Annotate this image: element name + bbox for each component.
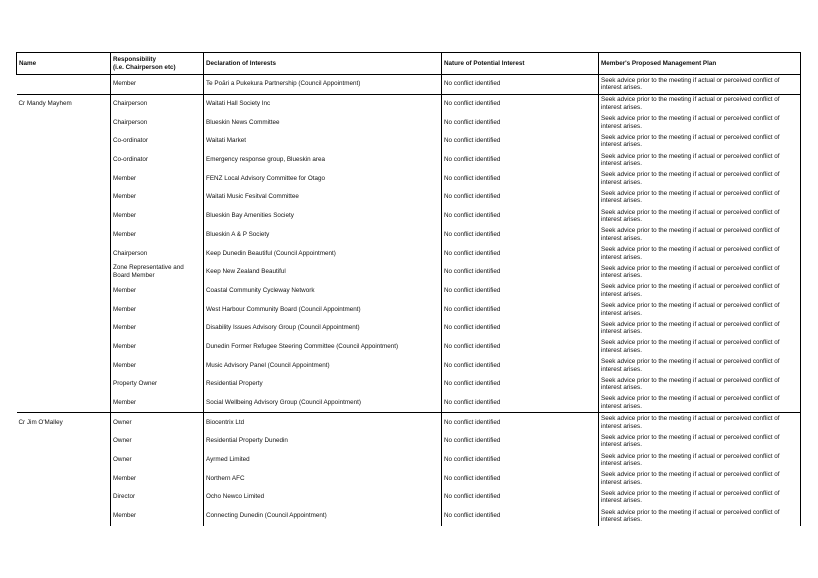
table-row [17, 188, 801, 207]
cell-nature: No conflict identified [442, 169, 599, 188]
cell-responsibility: Member [111, 226, 204, 245]
cell-name [17, 507, 111, 526]
cell-declaration: Dunedin Former Refugee Steering Committee (Council Appointment) [204, 338, 442, 357]
cell-plan: Seek advice prior to the meeting if actual or perceived conflict of interest arises. [599, 75, 801, 95]
cell-nature: No conflict identified [442, 132, 599, 151]
cell-name: Cr Mandy Mayhem [17, 94, 111, 113]
cell-nature: No conflict identified [442, 394, 599, 413]
cell-declaration: West Harbour Community Board (Council Appointment) [204, 300, 442, 319]
table-row [17, 469, 801, 488]
cell-responsibility: Member [111, 394, 204, 413]
table-row [17, 207, 801, 226]
cell-responsibility: Co-ordinator [111, 151, 204, 170]
cell-responsibility: Member [111, 507, 204, 526]
cell-name [17, 488, 111, 507]
cell-plan: Seek advice prior to the meeting if actual or perceived conflict of interest arises. [599, 338, 801, 357]
table-row [17, 75, 801, 95]
cell-responsibility: Co-ordinator [111, 132, 204, 151]
cell-name [17, 432, 111, 451]
cell-plan: Seek advice prior to the meeting if actual or perceived conflict of interest arises. [599, 488, 801, 507]
table-row [17, 375, 801, 394]
cell-plan: Seek advice prior to the meeting if actual or perceived conflict of interest arises. [599, 244, 801, 263]
cell-plan: Seek advice prior to the meeting if actual or perceived conflict of interest arises. [599, 132, 801, 151]
table-row [17, 338, 801, 357]
table-row [17, 169, 801, 188]
header-name: Name [17, 53, 111, 75]
cell-plan: Seek advice prior to the meeting if actual or perceived conflict of interest arises. [599, 151, 801, 170]
cell-responsibility: Member [111, 338, 204, 357]
table-row [17, 113, 801, 132]
cell-name [17, 169, 111, 188]
cell-responsibility: Member [111, 169, 204, 188]
cell-nature: No conflict identified [442, 488, 599, 507]
register-of-interests-table [16, 52, 801, 526]
cell-responsibility: Member [111, 356, 204, 375]
header-declaration: Declaration of Interests [204, 53, 442, 75]
cell-nature: No conflict identified [442, 207, 599, 226]
cell-responsibility: Member [111, 282, 204, 301]
cell-name [17, 356, 111, 375]
cell-nature: No conflict identified [442, 75, 599, 95]
cell-nature: No conflict identified [442, 94, 599, 113]
cell-responsibility: Member [111, 75, 204, 95]
cell-declaration: Blueskin A & P Society [204, 226, 442, 245]
table-row [17, 507, 801, 526]
cell-plan: Seek advice prior to the meeting if actual or perceived conflict of interest arises. [599, 507, 801, 526]
cell-declaration: Waitati Hall Society Inc [204, 94, 442, 113]
cell-plan: Seek advice prior to the meeting if actual or perceived conflict of interest arises. [599, 188, 801, 207]
cell-declaration: FENZ Local Advisory Committee for Otago [204, 169, 442, 188]
table-row [17, 151, 801, 170]
cell-nature: No conflict identified [442, 413, 599, 432]
table-row [17, 244, 801, 263]
cell-responsibility: Owner [111, 413, 204, 432]
header-plan: Member's Proposed Management Plan [599, 53, 801, 75]
cell-plan: Seek advice prior to the meeting if actual or perceived conflict of interest arises. [599, 263, 801, 282]
cell-responsibility: Member [111, 300, 204, 319]
cell-name [17, 319, 111, 338]
cell-name [17, 75, 111, 95]
cell-nature: No conflict identified [442, 151, 599, 170]
table-row [17, 226, 801, 245]
cell-declaration: Blueskin News Committee [204, 113, 442, 132]
cell-name [17, 151, 111, 170]
cell-responsibility: Owner [111, 451, 204, 470]
cell-name [17, 188, 111, 207]
cell-plan: Seek advice prior to the meeting if actual or perceived conflict of interest arises. [599, 94, 801, 113]
cell-responsibility: Zone Representative and Board Member [111, 263, 204, 282]
cell-plan: Seek advice prior to the meeting if actual or perceived conflict of interest arises. [599, 113, 801, 132]
cell-nature: No conflict identified [442, 319, 599, 338]
cell-declaration: Waitati Music Fesitval Committee [204, 188, 442, 207]
cell-declaration: Ayrmed Limited [204, 451, 442, 470]
cell-name [17, 338, 111, 357]
cell-plan: Seek advice prior to the meeting if actual or perceived conflict of interest arises. [599, 169, 801, 188]
table-row [17, 300, 801, 319]
cell-declaration: Residential Property Dunedin [204, 432, 442, 451]
cell-responsibility: Chairperson [111, 244, 204, 263]
cell-plan: Seek advice prior to the meeting if actual or perceived conflict of interest arises. [599, 469, 801, 488]
cell-declaration: Disability Issues Advisory Group (Council Appointment) [204, 319, 442, 338]
cell-declaration: Music Advisory Panel (Council Appointment) [204, 356, 442, 375]
table-row [17, 282, 801, 301]
table-header-row [17, 53, 801, 75]
cell-plan: Seek advice prior to the meeting if actual or perceived conflict of interest arises. [599, 207, 801, 226]
table-row [17, 432, 801, 451]
cell-responsibility: Member [111, 469, 204, 488]
cell-declaration: Te Poāri a Pukekura Partnership (Council Appointment) [204, 75, 442, 95]
cell-nature: No conflict identified [442, 300, 599, 319]
table-row [17, 394, 801, 413]
cell-name [17, 282, 111, 301]
cell-name [17, 132, 111, 151]
cell-name [17, 394, 111, 413]
cell-declaration: Social Wellbeing Advisory Group (Council Appointment) [204, 394, 442, 413]
cell-nature: No conflict identified [442, 282, 599, 301]
cell-plan: Seek advice prior to the meeting if actual or perceived conflict of interest arises. [599, 356, 801, 375]
cell-nature: No conflict identified [442, 263, 599, 282]
table-row [17, 413, 801, 432]
cell-name [17, 207, 111, 226]
cell-name [17, 244, 111, 263]
cell-declaration: Keep New Zealand Beautiful [204, 263, 442, 282]
cell-nature: No conflict identified [442, 113, 599, 132]
cell-declaration: Keep Dunedin Beautiful (Council Appointment) [204, 244, 442, 263]
cell-nature: No conflict identified [442, 469, 599, 488]
cell-nature: No conflict identified [442, 375, 599, 394]
cell-name [17, 113, 111, 132]
table-row [17, 488, 801, 507]
cell-responsibility: Chairperson [111, 94, 204, 113]
cell-name [17, 469, 111, 488]
cell-name [17, 263, 111, 282]
cell-name [17, 375, 111, 394]
cell-nature: No conflict identified [442, 507, 599, 526]
cell-declaration: Coastal Community Cycleway Network [204, 282, 442, 301]
cell-declaration: Waitati Market [204, 132, 442, 151]
cell-declaration: Biocentrix Ltd [204, 413, 442, 432]
header-nature: Nature of Potential Interest [442, 53, 599, 75]
cell-plan: Seek advice prior to the meeting if actual or perceived conflict of interest arises. [599, 451, 801, 470]
cell-declaration: Residential Property [204, 375, 442, 394]
cell-responsibility: Director [111, 488, 204, 507]
cell-plan: Seek advice prior to the meeting if actual or perceived conflict of interest arises. [599, 226, 801, 245]
cell-nature: No conflict identified [442, 188, 599, 207]
cell-responsibility: Chairperson [111, 113, 204, 132]
cell-nature: No conflict identified [442, 244, 599, 263]
cell-plan: Seek advice prior to the meeting if actual or perceived conflict of interest arises. [599, 282, 801, 301]
cell-nature: No conflict identified [442, 226, 599, 245]
cell-plan: Seek advice prior to the meeting if actual or perceived conflict of interest arises. [599, 300, 801, 319]
cell-responsibility: Member [111, 207, 204, 226]
cell-plan: Seek advice prior to the meeting if actual or perceived conflict of interest arises. [599, 319, 801, 338]
table-row [17, 451, 801, 470]
cell-nature: No conflict identified [442, 356, 599, 375]
table-row [17, 263, 801, 282]
cell-plan: Seek advice prior to the meeting if actual or perceived conflict of interest arises. [599, 413, 801, 432]
table-row [17, 132, 801, 151]
cell-declaration: Ocho Newco Limited [204, 488, 442, 507]
table-row [17, 319, 801, 338]
cell-declaration: Connecting Dunedin (Council Appointment) [204, 507, 442, 526]
cell-name: Cr Jim O'Malley [17, 413, 111, 432]
header-responsibility: Responsibility (i.e. Chairperson etc) [111, 53, 204, 75]
cell-responsibility: Member [111, 188, 204, 207]
cell-responsibility: Property Owner [111, 375, 204, 394]
cell-plan: Seek advice prior to the meeting if actual or perceived conflict of interest arises. [599, 375, 801, 394]
cell-nature: No conflict identified [442, 451, 599, 470]
table-row [17, 94, 801, 113]
cell-responsibility: Member [111, 319, 204, 338]
table-row [17, 356, 801, 375]
cell-plan: Seek advice prior to the meeting if actual or perceived conflict of interest arises. [599, 432, 801, 451]
cell-declaration: Emergency response group, Blueskin area [204, 151, 442, 170]
cell-name [17, 226, 111, 245]
cell-responsibility: Owner [111, 432, 204, 451]
cell-nature: No conflict identified [442, 432, 599, 451]
cell-plan: Seek advice prior to the meeting if actual or perceived conflict of interest arises. [599, 394, 801, 413]
cell-nature: No conflict identified [442, 338, 599, 357]
cell-name [17, 300, 111, 319]
cell-declaration: Northern AFC [204, 469, 442, 488]
cell-name [17, 451, 111, 470]
cell-declaration: Blueskin Bay Amenities Society [204, 207, 442, 226]
